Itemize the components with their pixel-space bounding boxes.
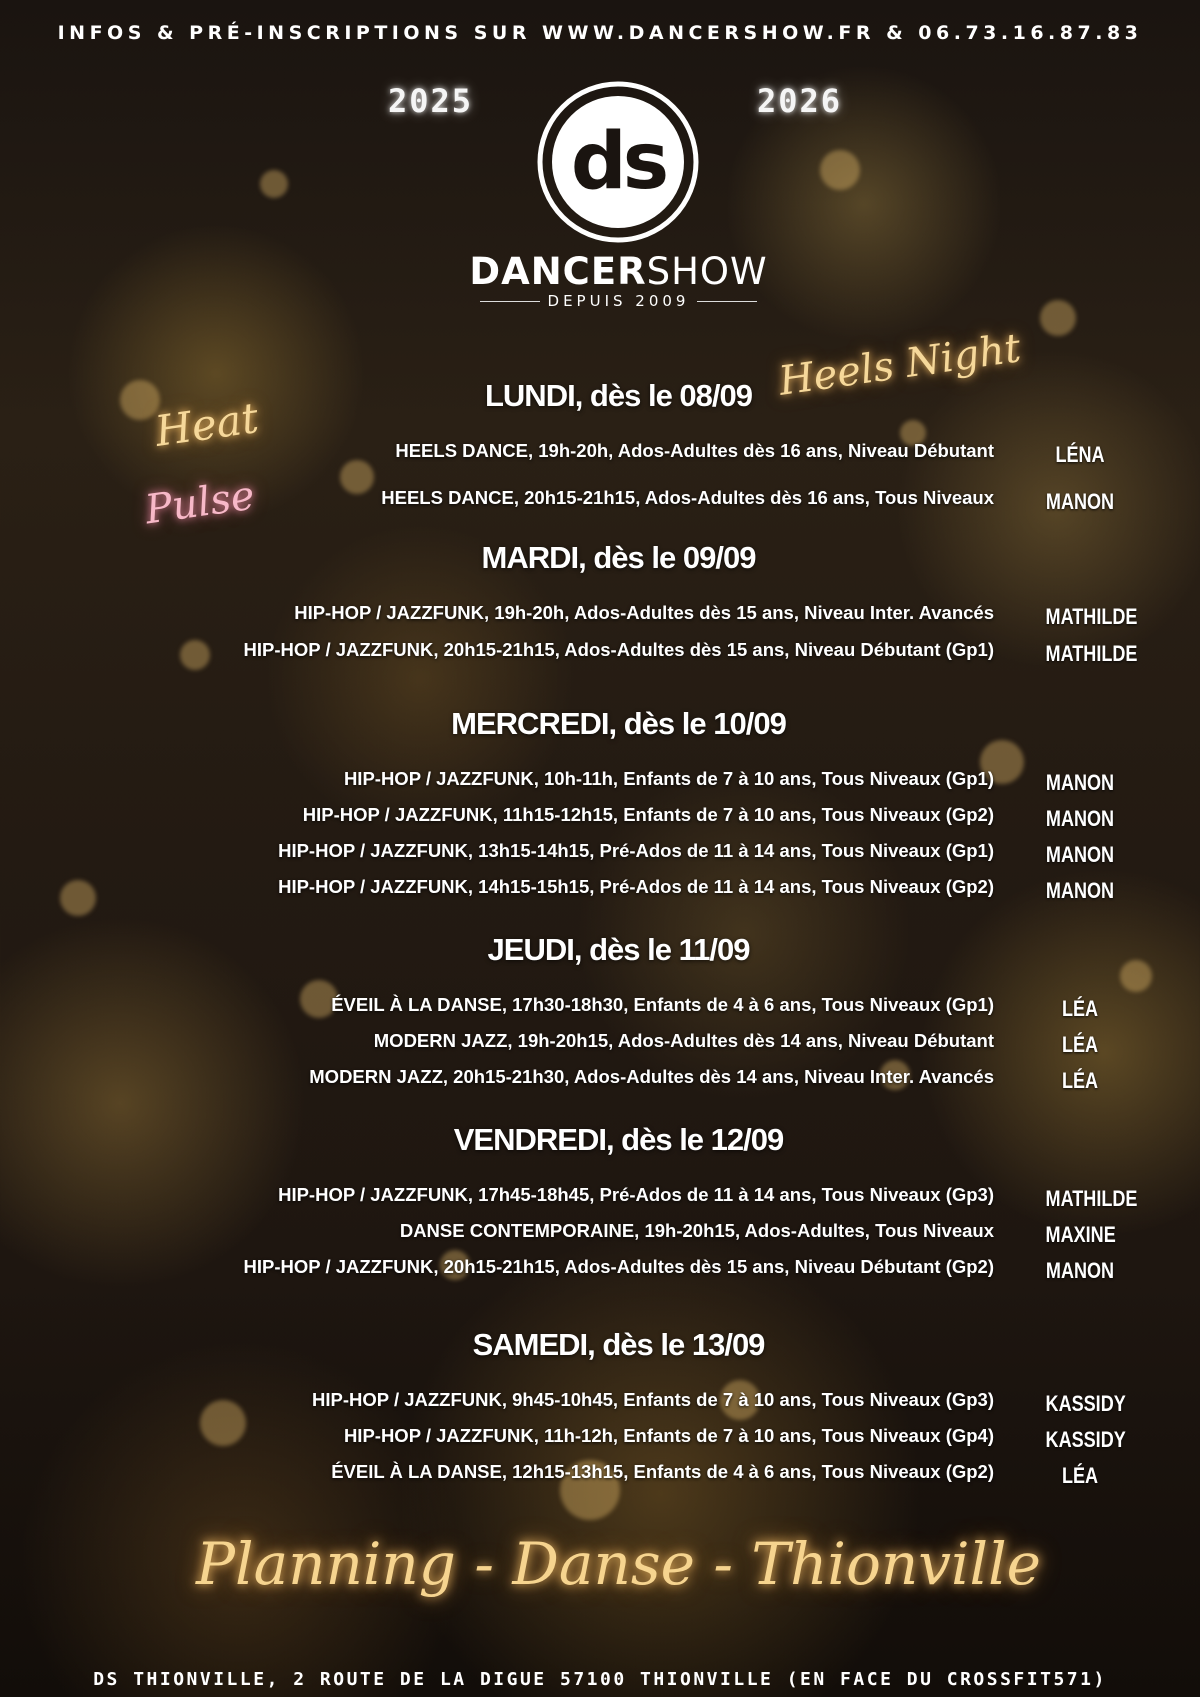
class-row	[0, 487, 1200, 513]
class-description: HIP-HOP / JAZZFUNK, 9h45-10h45, Enfants de 7 à 10 ans, Tous Niveaux (Gp3)	[312, 1389, 994, 1410]
class-description: MODERN JAZZ, 19h-20h15, Ados-Adultes dès 14 ans, Niveau Débutant	[373, 1030, 994, 1051]
class-teacher: MANON	[1045, 878, 1115, 903]
class-description: HIP-HOP / JAZZFUNK, 17h45-18h45, Pré-Ados de 11 à 14 ans, Tous Niveaux (Gp3)	[278, 1184, 994, 1205]
brand-name	[0, 250, 1200, 293]
class-teacher: MANON	[1045, 770, 1115, 795]
class-row	[0, 1030, 1200, 1056]
class-description: HIP-HOP / JAZZFUNK, 20h15-21h15, Ados-Adultes dès 15 ans, Niveau Débutant (Gp1)	[243, 639, 994, 660]
class-row	[0, 1461, 1200, 1487]
class-teacher: LÉNA	[1055, 442, 1105, 467]
class-teacher: LÉA	[1061, 1032, 1099, 1057]
class-description: HIP-HOP / JAZZFUNK, 20h15-21h15, Ados-Adultes dès 15 ans, Niveau Débutant (Gp2)	[243, 1256, 994, 1277]
class-row	[0, 804, 1200, 830]
class-description: HIP-HOP / JAZZFUNK, 11h-12h, Enfants de 7 à 10 ans, Tous Niveaux (Gp4)	[343, 1425, 994, 1446]
class-description: HIP-HOP / JAZZFUNK, 11h15-12h15, Enfants de 7 à 10 ans, Tous Niveaux (Gp2)	[302, 804, 994, 825]
since-text: DEPUIS 2009	[547, 292, 690, 310]
class-row	[0, 440, 1200, 466]
class-row	[0, 602, 1200, 628]
class-teacher: MANON	[1045, 842, 1115, 867]
footer-tagline: Planning - Danse - Thionville	[196, 1530, 1041, 1598]
class-teacher: KASSIDY	[1045, 1427, 1126, 1452]
season-start-year: 2025	[388, 82, 474, 120]
class-description: DANSE CONTEMPORAINE, 19h-20h15, Ados-Adultes, Tous Niveaux	[399, 1220, 994, 1241]
class-description: ÉVEIL À LA DANSE, 17h30-18h30, Enfants de 4 à 6 ans, Tous Niveaux (Gp1)	[331, 994, 994, 1015]
class-row	[0, 1184, 1200, 1210]
class-teacher: MANON	[1045, 806, 1115, 831]
class-description: HIP-HOP / JAZZFUNK, 10h-11h, Enfants de 7 à 10 ans, Tous Niveaux (Gp1)	[343, 768, 994, 789]
logo-letters: ds	[570, 117, 666, 207]
class-description: HIP-HOP / JAZZFUNK, 13h15-14h15, Pré-Ados de 11 à 14 ans, Tous Niveaux (Gp1)	[278, 840, 994, 861]
brand-bold: DANCER	[469, 250, 647, 293]
class-teacher: LÉA	[1061, 1463, 1099, 1488]
class-teacher: MAXINE	[1045, 1222, 1116, 1247]
class-description: HEELS DANCE, 19h-20h, Ados-Adultes dès 16 ans, Niveau Débutant	[395, 440, 994, 461]
dancershow-logo	[536, 80, 700, 244]
class-teacher: MATHILDE	[1045, 1186, 1138, 1211]
day-heading: JEUDI, dès le 11/09	[487, 932, 750, 967]
class-description: MODERN JAZZ, 20h15-21h30, Ados-Adultes dès 14 ans, Niveau Inter. Avancés	[309, 1066, 994, 1087]
day-heading: VENDREDI, dès le 12/09	[453, 1122, 784, 1157]
day-heading: SAMEDI, dès le 13/09	[472, 1327, 765, 1362]
class-teacher: LÉA	[1061, 1068, 1099, 1093]
class-row	[0, 1425, 1200, 1451]
class-row	[0, 1256, 1200, 1282]
heat-tag: Heat	[152, 393, 262, 456]
class-description: HIP-HOP / JAZZFUNK, 19h-20h, Ados-Adultes dès 15 ans, Niveau Inter. Avancés	[294, 602, 994, 623]
season-end-year: 2026	[757, 82, 843, 120]
class-teacher: MANON	[1045, 1258, 1115, 1283]
class-row	[0, 1389, 1200, 1415]
contact-banner: INFOS & PRÉ-INSCRIPTIONS SUR WWW.DANCERSHOW.FR & 06.73.16.87.83	[57, 22, 1143, 44]
pulse-tag: Pulse	[142, 472, 258, 534]
class-row	[0, 639, 1200, 665]
class-teacher: MATHILDE	[1045, 604, 1138, 629]
day-heading: MERCREDI, dès le 10/09	[451, 706, 786, 741]
class-teacher: MATHILDE	[1045, 641, 1138, 666]
heels-night-tag: Heels Night	[775, 325, 1024, 405]
brand-light: SHOW	[646, 250, 768, 293]
brand-since	[0, 292, 1200, 310]
class-description: ÉVEIL À LA DANSE, 12h15-13h15, Enfants de 4 à 6 ans, Tous Niveaux (Gp2)	[331, 1461, 994, 1482]
class-row	[0, 1066, 1200, 1092]
class-description: HEELS DANCE, 20h15-21h15, Ados-Adultes dès 16 ans, Tous Niveaux	[381, 487, 994, 508]
class-row	[0, 994, 1200, 1020]
class-teacher: KASSIDY	[1045, 1391, 1126, 1416]
studio-address: DS THIONVILLE, 2 ROUTE DE LA DIGUE 57100 THIONVILLE (EN FACE DU CROSSFIT571)	[93, 1669, 1107, 1690]
class-row	[0, 876, 1200, 902]
class-description: HIP-HOP / JAZZFUNK, 14h15-15h15, Pré-Ados de 11 à 14 ans, Tous Niveaux (Gp2)	[278, 876, 994, 897]
class-teacher: LÉA	[1061, 996, 1099, 1021]
day-heading: MARDI, dès le 09/09	[481, 540, 756, 575]
class-row	[0, 768, 1200, 794]
class-row	[0, 840, 1200, 866]
class-teacher: MANON	[1045, 489, 1115, 514]
day-heading: LUNDI, dès le 08/09	[484, 378, 752, 413]
class-row	[0, 1220, 1200, 1246]
